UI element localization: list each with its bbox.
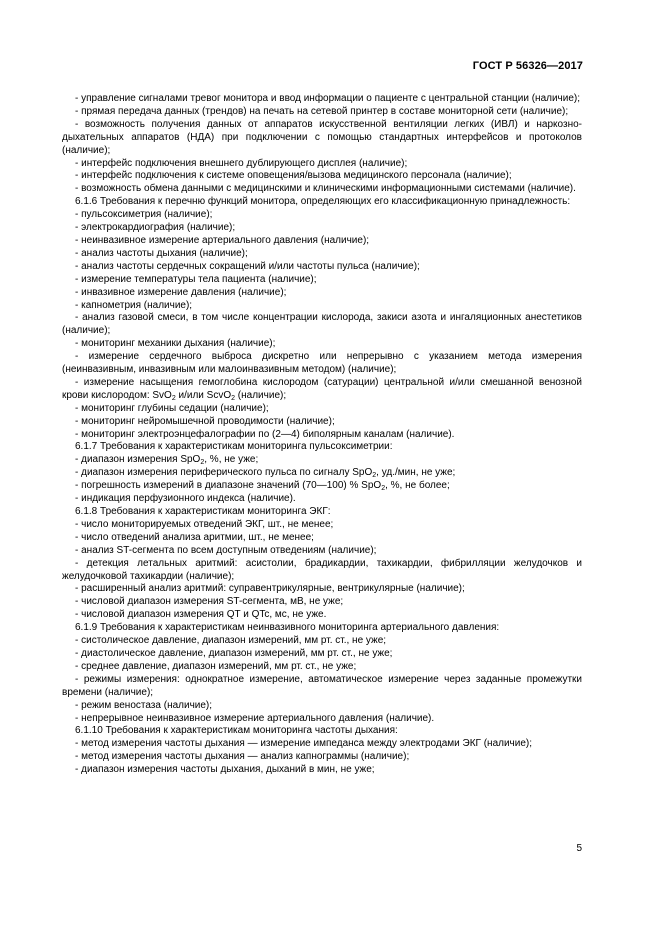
list-item: - мониторинг нейромышечной проводимости (наличие); <box>75 415 335 427</box>
list-item: - систолическое давление, диапазон измерений, мм рт. ст., не уже; <box>75 635 387 647</box>
list-item: - расширенный анализ аритмий: суправентрикулярные, вентрикулярные (наличие); <box>75 583 465 595</box>
list-item: - мониторинг механики дыхания (наличие); <box>75 338 276 350</box>
list-item: - пульсоксиметрия (наличие); <box>75 209 213 221</box>
list-item: - анализ частоты сердечных сокращений и/или частоты пульса (наличие); <box>75 260 420 272</box>
list-item: - капнометрия (наличие); <box>75 299 193 311</box>
list-item: - мониторинг глубины седации (наличие); <box>75 402 269 414</box>
list-item: - измерение температуры тела пациента (наличие); <box>75 273 317 285</box>
list-item: - мониторинг электроэнцефалографии по (2—4) биполярным каналам (наличие). <box>75 428 455 440</box>
section-paragraph: 6.1.9 Требования к характеристикам неинвазивного мониторинга артериального давления: <box>75 622 500 634</box>
list-item: - режим веностаза (наличие); <box>75 699 213 711</box>
list-item: - анализ ST-сегмента по всем доступным отведениям (наличие); <box>75 544 377 556</box>
list-item: - возможность обмена данными с медицинскими и клиническими информационными системами (наличие). <box>75 183 576 195</box>
list-item: - числовой диапазон измерения ST-сегмента, мВ, не уже; <box>75 596 344 608</box>
list-item: - метод измерения частоты дыхания — анализ капнограммы (наличие); <box>75 751 410 763</box>
document-body <box>62 93 582 777</box>
list-item: - режимы измерения: однократное измерение, автоматическое измерение через заданные промежутки времени (наличие); <box>62 673 582 698</box>
list-item: - диапазон измерения SpO$_2$, %, не уже; <box>75 454 259 467</box>
list-item: - диапазон измерения частоты дыхания, дыханий в мин, не уже; <box>75 764 375 776</box>
list-item: - инвазивное измерение давления (наличие); <box>75 286 287 298</box>
list-item: - индикация перфузионного индекса (наличие). <box>75 493 296 505</box>
list-item: - среднее давление, диапазон измерений, мм рт. ст., не уже; <box>75 660 357 672</box>
list-item: - погрешность измерений в диапазоне значений (70—100) % SpO$_2$, %, не более; <box>75 480 450 493</box>
list-item: - метод измерения частоты дыхания — измерение импеданса между электродами ЭКГ (наличие); <box>75 738 533 750</box>
list-item: - интерфейс подключения к системе оповещения/вызова медицинского персонала (наличие); <box>75 170 512 182</box>
list-item: - управление сигналами тревог монитора и ввод информации о пациенте с центральной станции (наличие); <box>75 93 581 104</box>
list-item: - непрерывное неинвазивное измерение артериального давления (наличие). <box>75 712 435 724</box>
section-paragraph: 6.1.8 Требования к характеристикам мониторинга ЭКГ: <box>75 506 331 517</box>
list-item: - электрокардиография (наличие); <box>75 222 236 234</box>
list-item: - неинвазивное измерение артериального давления (наличие); <box>75 234 370 246</box>
list-item: - анализ частоты дыхания (наличие); <box>75 247 248 259</box>
list-item: - прямая передача данных (трендов) на печать на сетевой принтер в составе мониторной сети (наличие); <box>75 105 569 117</box>
page-number: 5 <box>576 843 582 854</box>
list-item: - измерение насыщения гемоглобина кислородом (сатурации) центральной и/или смешанной венозной крови кислородом: SvO$_2$ и/или ScvO$_2$ (наличие); <box>62 376 582 402</box>
list-item: - измерение сердечного выброса дискретно или непрерывно с указанием метода измерения (неинвазивным, инвазивным или малоинвазивным методом) (наличие); <box>62 351 582 376</box>
list-item: - число мониторируемых отведений ЭКГ, шт., не менее; <box>75 518 334 530</box>
list-item: - диапазон измерения периферического пульса по сигналу SpO$_2$, уд./мин, не уже; <box>75 467 456 480</box>
list-item: - возможность получения данных от аппаратов искусственной вентиляции легких (ИВЛ) и наркозно-дыхательных аппаратов (НДА) при подключении с помощью стандартных интерфейсов и протоколов (наличие); <box>62 118 582 156</box>
list-item: - детекция летальных аритмий: асистолии, брадикардии, тахикардии, фибрилляции желудочков и желудочковой тахикардии (наличие); <box>62 557 582 582</box>
list-item: - диастолическое давление, диапазон измерений, мм рт. ст., не уже; <box>75 647 393 659</box>
standard-header: ГОСТ Р 56326—2017 <box>472 60 583 72</box>
list-item: - число отведений анализа аритмии, шт., не менее; <box>75 531 314 543</box>
section-paragraph: 6.1.10 Требования к характеристикам мониторинга частоты дыхания: <box>75 725 398 737</box>
list-item: - анализ газовой смеси, в том числе концентрации кислорода, закиси азота и ингаляционных анестетиков (наличие); <box>62 312 582 337</box>
list-item: - числовой диапазон измерения QT и QTc, мс, не уже. <box>75 609 327 621</box>
list-item: - интерфейс подключения внешнего дублирующего дисплея (наличие); <box>75 157 408 169</box>
section-paragraph: 6.1.6 Требования к перечню функций монитора, определяющих его классификационную принадлежность: <box>75 196 571 208</box>
section-paragraph: 6.1.7 Требования к характеристикам мониторинга пульсоксиметрии: <box>75 441 393 453</box>
